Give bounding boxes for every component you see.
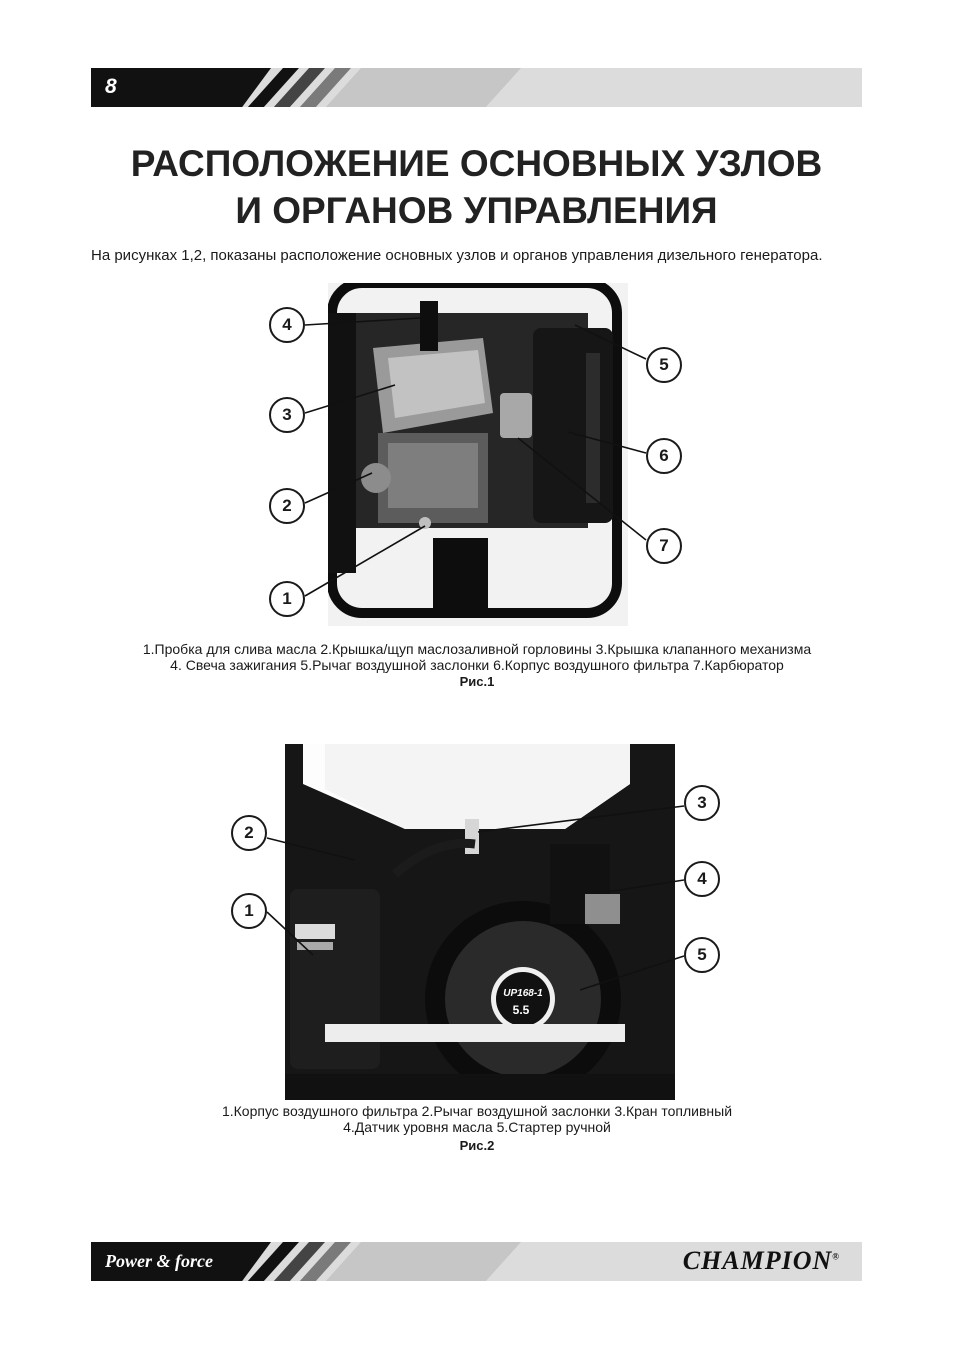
figure-1-callout-3: 3 [269, 397, 305, 433]
figure-1-callout-1: 1 [269, 581, 305, 617]
brand-logo: CHAMPION® [682, 1246, 840, 1275]
title-line-2: И ОРГАНОВ УПРАВЛЕНИЯ [235, 190, 718, 231]
header-light-stripe [326, 68, 521, 107]
figure-1-callout-2: 2 [269, 488, 305, 524]
footer-band [91, 1242, 862, 1281]
figure-2-caption-line-2: 4.Датчик уровня масла 5.Стартер ручной [343, 1119, 611, 1135]
page-title [91, 140, 862, 234]
figure-1-photo [328, 283, 628, 626]
figure-1-label: Рис.1 [459, 674, 495, 689]
figure-2-caption-line-1: 1.Корпус воздушного фильтра 2.Рычаг воздушной заслонки 3.Кран топливный [221, 1103, 733, 1119]
figure-1-callout-5: 5 [646, 347, 682, 383]
footer-light-stripe [326, 1242, 521, 1281]
header-band [91, 68, 862, 107]
figure-1-caption-line-2: 4. Свеча зажигания 5.Рычаг воздушной заслонки 6.Корпус воздушного фильтра 7.Карбюратор [170, 657, 784, 673]
figure-1-callout-6: 6 [646, 438, 682, 474]
figure-2-callout-3: 3 [684, 785, 720, 821]
figure-2-callout-5: 5 [684, 937, 720, 973]
figure-1-callout-4: 4 [269, 307, 305, 343]
brand-name: CHAMPION [682, 1246, 833, 1275]
figure-2-callout-4: 4 [684, 861, 720, 897]
figure-2-callout-1: 1 [231, 893, 267, 929]
figure-2-label: Рис.2 [459, 1138, 495, 1153]
figure-1-callout-7: 7 [646, 528, 682, 564]
figure-2-badge-power: 5.5 [512, 1003, 530, 1017]
intro-paragraph: На рисунках 1,2, показаны расположение основных узлов и органов управления дизельного генератора. [91, 247, 823, 264]
figure-2-callout-2: 2 [231, 815, 267, 851]
footer-slogan: Power & force [105, 1251, 213, 1271]
header-dark-block [91, 68, 271, 107]
figure-2-badge-model: UP168-1 [503, 988, 543, 999]
figure-1-caption-line-1: 1.Пробка для слива масла 2.Крышка/щуп маслозаливной горловины 3.Крышка клапанного механизма [142, 641, 812, 657]
page-number: 8 [105, 75, 117, 98]
figure-2-photo [285, 744, 675, 1100]
title-line-1: РАСПОЛОЖЕНИЕ ОСНОВНЫХ УЗЛОВ [130, 143, 823, 184]
